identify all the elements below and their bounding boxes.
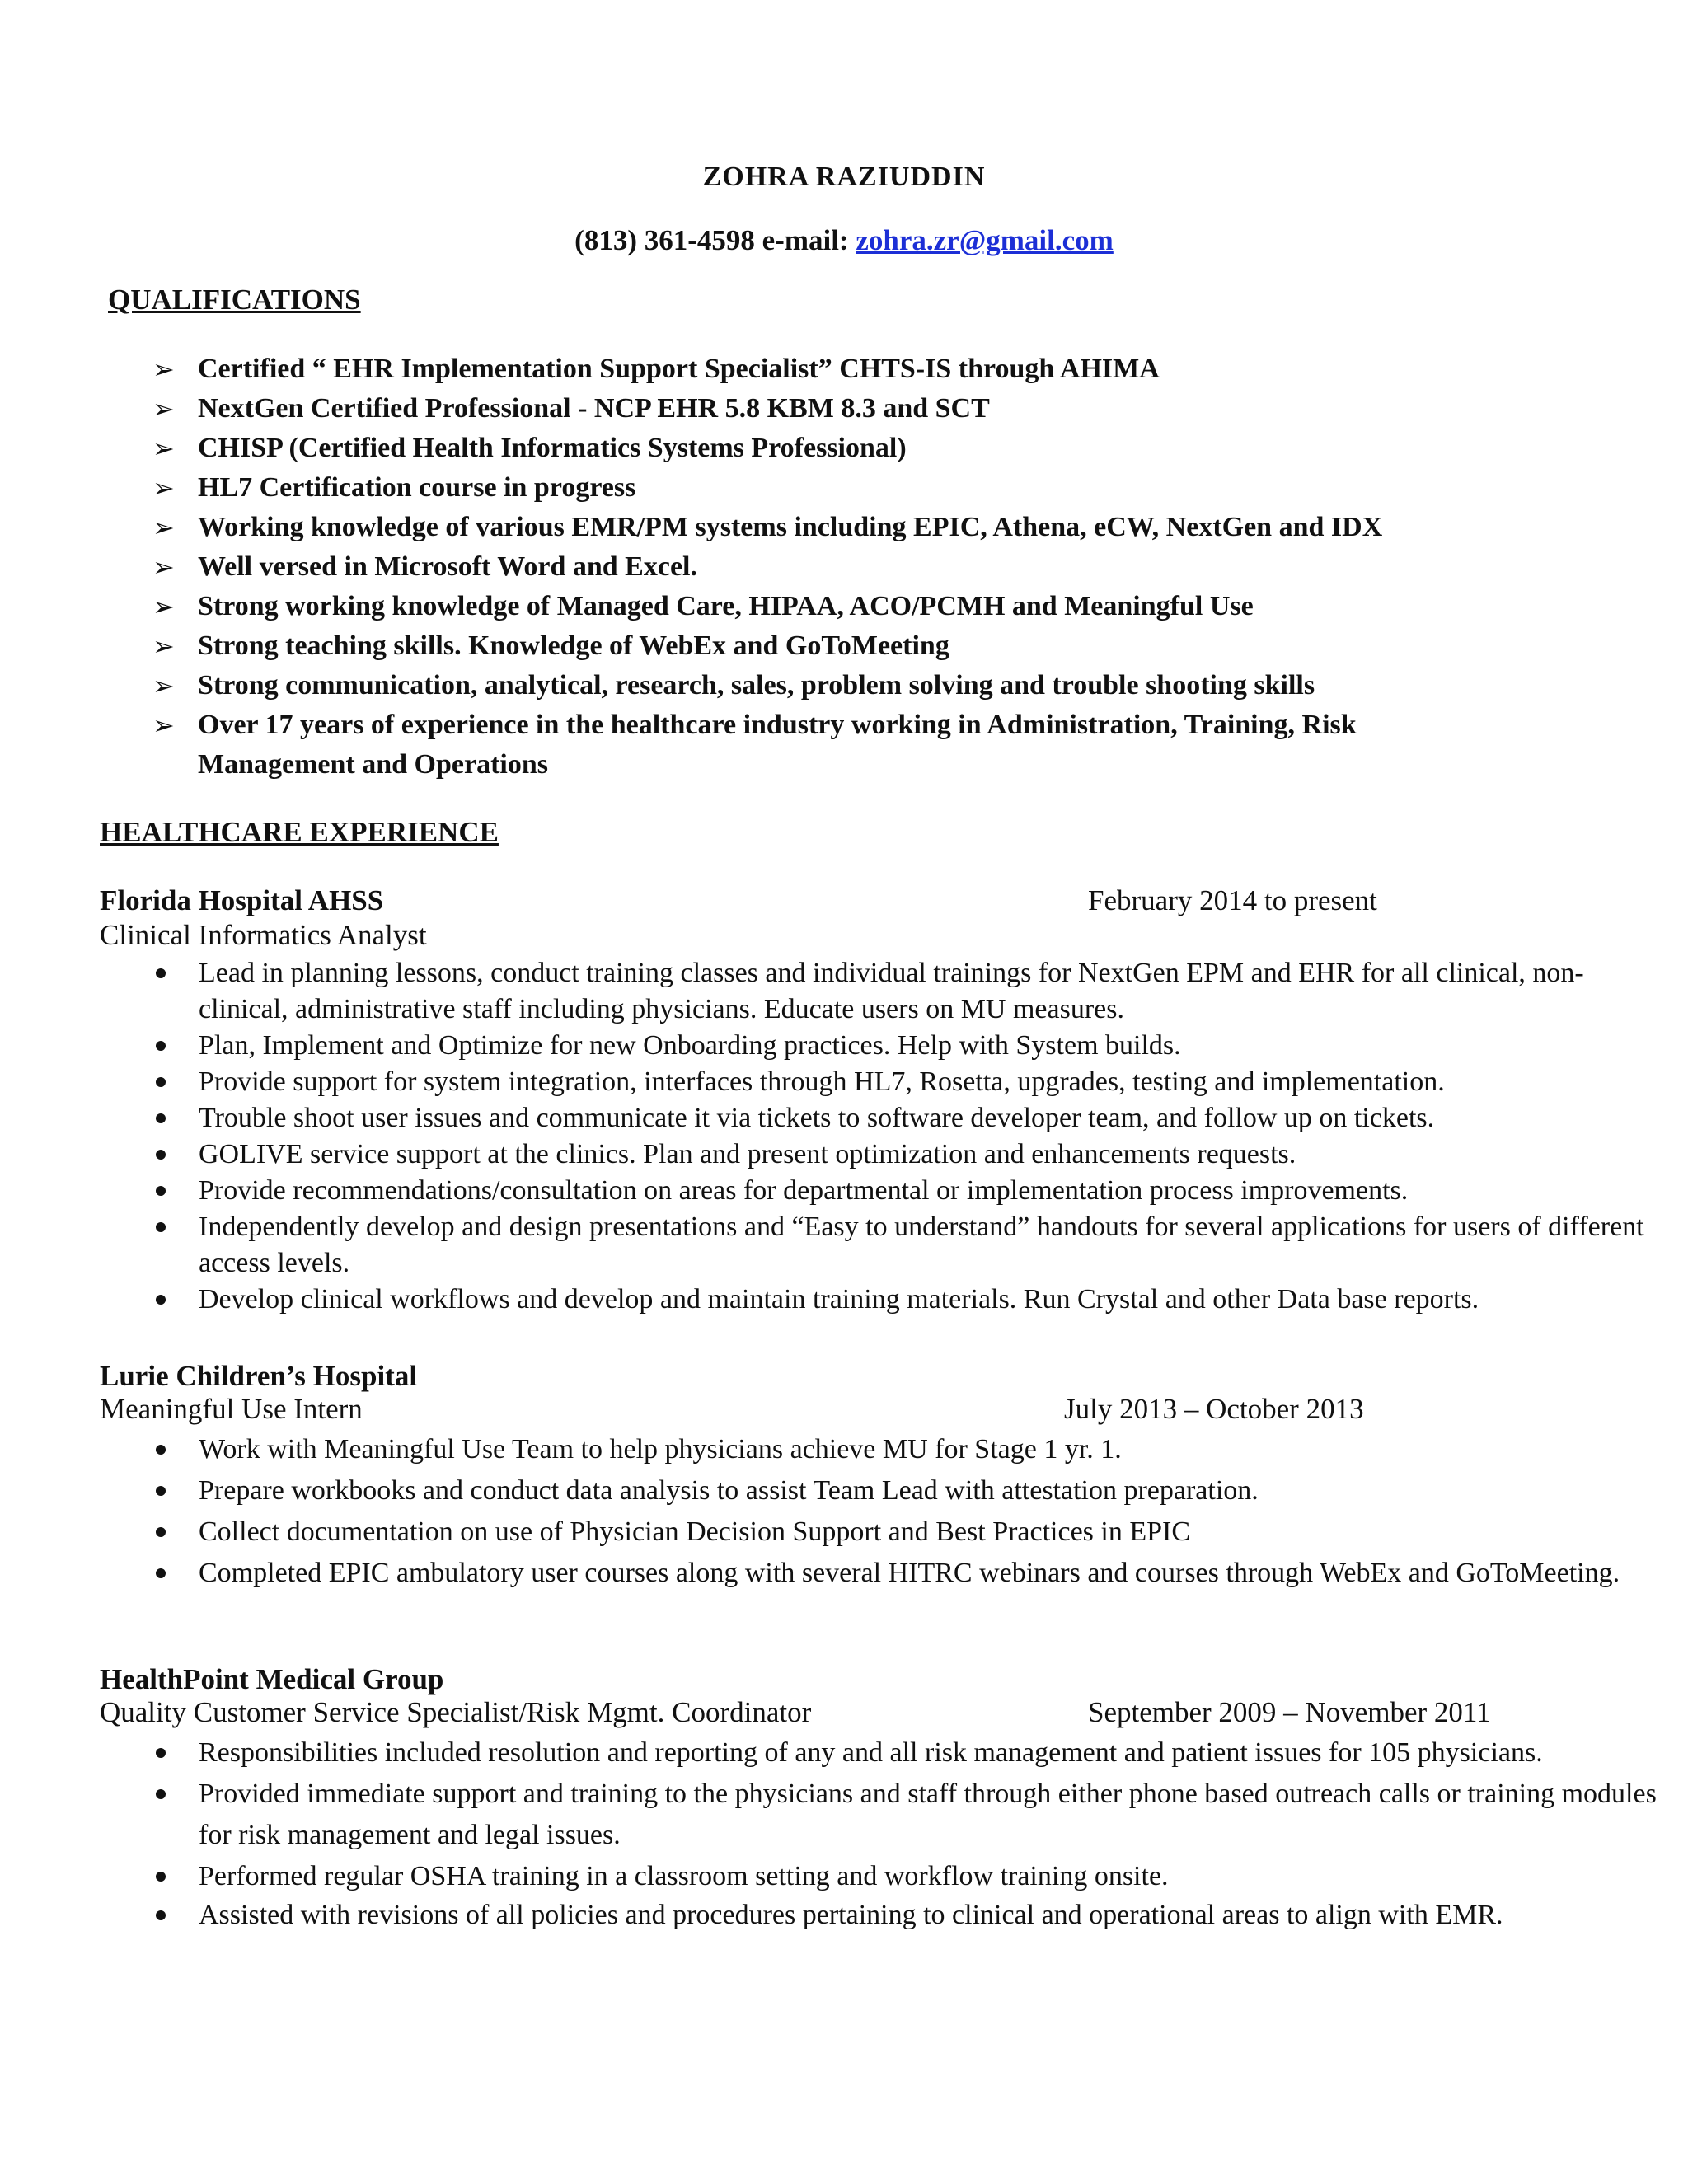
- job-dates: February 2014 to present: [1088, 884, 1377, 916]
- employer-name: HealthPoint Medical Group: [100, 1663, 444, 1695]
- bullet-dot-icon: [156, 1910, 166, 1920]
- bullet-dot-icon: [156, 1445, 166, 1455]
- list-item: Completed EPIC ambulatory user courses along with several HITRC webinars and courses through WebEx and GoToMeeting.: [100, 1553, 1649, 1594]
- bullet-dot-icon: [156, 1150, 166, 1160]
- arrow-bullet-icon: ➢: [152, 592, 175, 621]
- list-item: Develop clinical workflows and develop and maintain training materials. Run Crystal and other Data base reports.: [100, 1282, 1633, 1318]
- arrow-bullet-icon: ➢: [152, 671, 175, 701]
- arrow-bullet-icon: ➢: [152, 513, 175, 542]
- job-bullets: [100, 1732, 1657, 1933]
- job-bullets: [100, 955, 1644, 1318]
- candidate-name: ZOHRA RAZIUDDIN: [702, 162, 986, 192]
- list-item: Independently develop and design presentations and “Easy to understand” handouts for several applications for users of different access levels.: [100, 1209, 1649, 1282]
- qualifications-list: [152, 349, 1636, 785]
- qualification-item: ➢ Strong working knowledge of Managed Care, HIPAA, ACO/PCMH and Meaningful Use: [152, 587, 1636, 626]
- bullet-dot-icon: [156, 1186, 166, 1196]
- contact-line: [0, 224, 1688, 257]
- bullet-dot-icon: [156, 1295, 166, 1305]
- qualification-item: ➢ Working knowledge of various EMR/PM systems including EPIC, Athena, eCW, NextGen and IDX: [152, 508, 1636, 547]
- list-item: Work with Meaningful Use Team to help physicians achieve MU for Stage 1 yr. 1.: [100, 1429, 1633, 1470]
- bullet-dot-icon: [156, 1077, 166, 1087]
- arrow-bullet-icon: ➢: [152, 434, 175, 463]
- arrow-bullet-icon: ➢: [152, 394, 175, 424]
- bullet-dot-icon: [156, 1789, 166, 1799]
- job-bullets: [100, 1429, 1633, 1594]
- qualification-item: ➢ Strong teaching skills. Knowledge of WebEx and GoToMeeting: [152, 626, 1636, 666]
- bullet-dot-icon: [156, 1041, 166, 1051]
- employer-name: Florida Hospital AHSS: [100, 884, 384, 916]
- job-role: Clinical Informatics Analyst: [100, 919, 427, 951]
- list-item: Provided immediate support and training to the physicians and staff through either phone based outreach calls or training modules for risk management and legal issues.: [100, 1774, 1666, 1856]
- list-item: Assisted with revisions of all policies and procedures pertaining to clinical and operational areas to align with EMR.: [100, 1897, 1649, 1933]
- list-item: Provide support for system integration, interfaces through HL7, Rosetta, upgrades, testing and implementation.: [100, 1064, 1633, 1100]
- bullet-dot-icon: [156, 1222, 166, 1232]
- job-role: Quality Customer Service Specialist/Risk Mgmt. Coordinator: [100, 1696, 812, 1728]
- arrow-bullet-icon: ➢: [152, 552, 175, 582]
- phone-text: (813) 361-4598 e-mail:: [574, 224, 856, 256]
- bullet-dot-icon: [156, 1568, 166, 1578]
- list-item: Performed regular OSHA training in a classroom setting and workflow training onsite.: [100, 1856, 1633, 1897]
- list-item: Responsibilities included resolution and reporting of any and all risk management and patient issues for 105 physicians.: [100, 1732, 1616, 1774]
- arrow-bullet-icon: ➢: [152, 710, 175, 740]
- job-dates: September 2009 – November 2011: [1088, 1696, 1491, 1728]
- email-link[interactable]: zohra.zr@gmail.com: [856, 224, 1114, 256]
- list-item: Collect documentation on use of Physician Decision Support and Best Practices in EPIC: [100, 1511, 1633, 1553]
- bullet-dot-icon: [156, 968, 166, 978]
- list-item: Prepare workbooks and conduct data analysis to assist Team Lead with attestation preparation.: [100, 1470, 1633, 1511]
- qualification-item: ➢ CHISP (Certified Health Informatics Systems Professional): [152, 429, 1636, 468]
- qualification-item: ➢ NextGen Certified Professional - NCP EHR 5.8 KBM 8.3 and SCT: [152, 389, 1636, 429]
- list-item: Trouble shoot user issues and communicate it via tickets to software developer team, and follow up on tickets.: [100, 1100, 1633, 1137]
- arrow-bullet-icon: ➢: [152, 354, 175, 384]
- experience-heading: HEALTHCARE EXPERIENCE: [100, 816, 499, 848]
- employer-name: Lurie Children’s Hospital: [100, 1360, 418, 1392]
- arrow-bullet-icon: ➢: [152, 631, 175, 661]
- bullet-dot-icon: [156, 1486, 166, 1496]
- qualification-item: ➢ Well versed in Microsoft Word and Excel.: [152, 547, 1636, 587]
- bullet-dot-icon: [156, 1527, 166, 1537]
- qualification-item: ➢ Over 17 years of experience in the healthcare industry working in Administration, Training, Risk Management and Operations: [152, 705, 1500, 785]
- bullet-dot-icon: [156, 1872, 166, 1882]
- job-role: Meaningful Use Intern: [100, 1393, 363, 1425]
- job-dates: July 2013 – October 2013: [1064, 1393, 1364, 1425]
- qualifications-heading: QUALIFICATIONS: [108, 284, 361, 316]
- list-item: Provide recommendations/consultation on areas for departmental or implementation process improvements.: [100, 1173, 1633, 1209]
- bullet-dot-icon: [156, 1748, 166, 1758]
- qualification-item: ➢ Certified “ EHR Implementation Support Specialist” CHTS-IS through AHIMA: [152, 349, 1636, 389]
- list-item: GOLIVE service support at the clinics. Plan and present optimization and enhancements requests.: [100, 1137, 1633, 1173]
- qualification-item: ➢ HL7 Certification course in progress: [152, 468, 1636, 508]
- bullet-dot-icon: [156, 1113, 166, 1123]
- arrow-bullet-icon: ➢: [152, 473, 175, 503]
- qualification-item: ➢ Strong communication, analytical, research, sales, problem solving and trouble shooting skills: [152, 666, 1636, 705]
- list-item: Plan, Implement and Optimize for new Onboarding practices. Help with System builds.: [100, 1028, 1633, 1064]
- list-item: Lead in planning lessons, conduct training classes and individual trainings for NextGen EPM and EHR for all clinical, non-clinical, administrative staff including physicians. Educate users on MU measures.: [100, 955, 1633, 1028]
